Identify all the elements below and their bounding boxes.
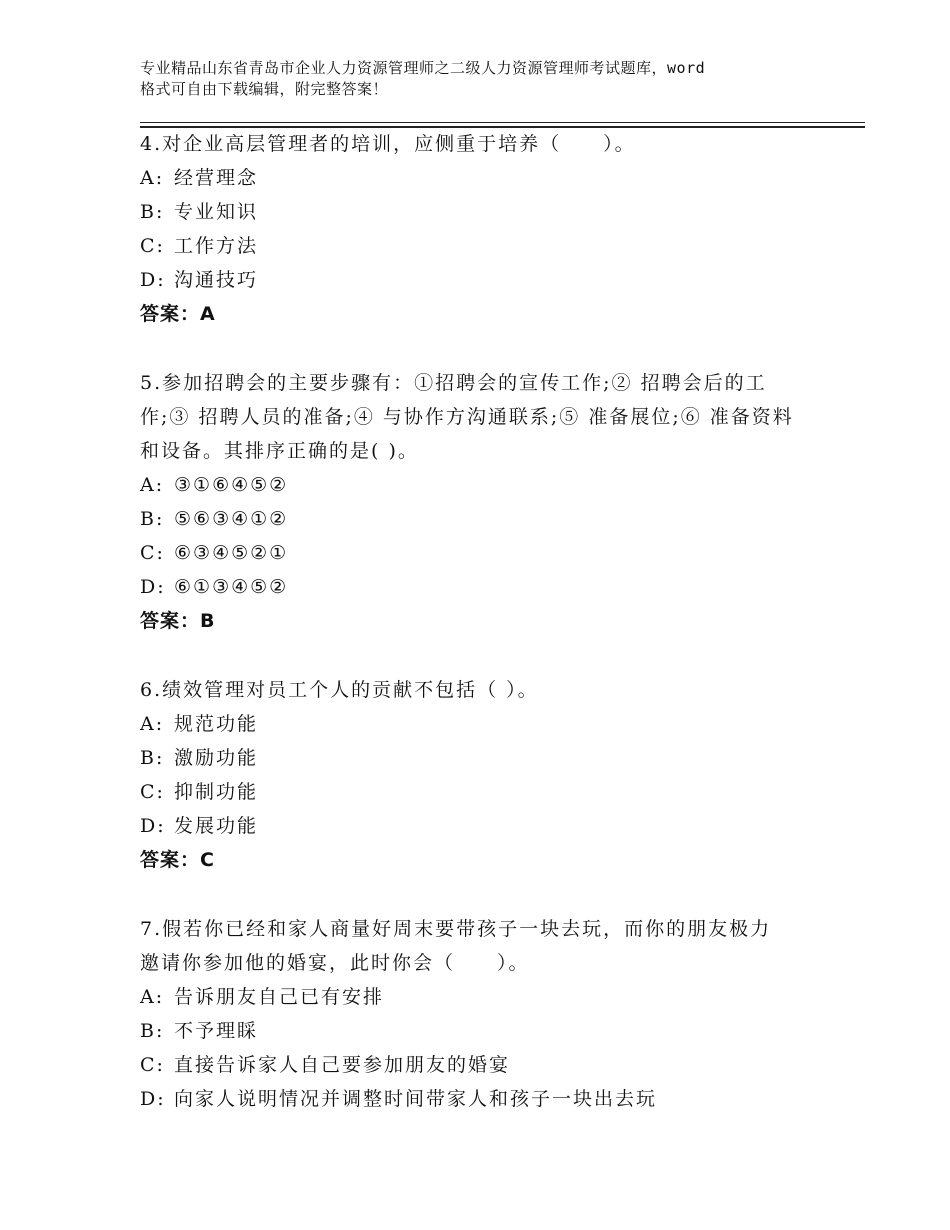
option-d: D: 向家人说明情况并调整时间带家人和孩子一块出去玩	[140, 1088, 658, 1110]
option-c: C: 抑制功能	[140, 781, 259, 803]
question-stem: 4.对企业高层管理者的培训，应侧重于培养（ ）。	[140, 133, 636, 155]
question-7	[140, 912, 830, 1116]
answer-label: 答案：B	[140, 610, 216, 632]
question-6	[140, 673, 830, 877]
option-c: C: 直接告诉家人自己要参加朋友的婚宴	[140, 1054, 511, 1076]
option-b: B: 专业知识	[140, 201, 259, 223]
question-4	[140, 127, 830, 331]
question-stem-line-2: 邀请你参加他的婚宴，此时你会（ ）。	[140, 952, 530, 974]
option-c: C: ⑥③④⑤②①	[140, 542, 289, 564]
option-d: D: 发展功能	[140, 815, 259, 837]
question-stem-line-1: 5.参加招聘会的主要步骤有：①招聘会的宣传工作;② 招聘会后的工	[140, 372, 767, 394]
option-b: B: 不予理睬	[140, 1020, 259, 1042]
option-a: A: 规范功能	[140, 713, 259, 735]
question-stem-line-3: 和设备。其排序正确的是( )。	[140, 440, 419, 462]
option-a: A: 经营理念	[140, 167, 259, 189]
question-5	[140, 366, 830, 638]
option-a: A: ③①⑥④⑤②	[140, 474, 289, 496]
question-stem-line-2: 作;③ 招聘人员的准备;④ 与协作方沟通联系;⑤ 准备展位;⑥ 准备资料	[140, 406, 794, 428]
document-header	[140, 58, 830, 100]
answer-label: 答案：A	[140, 303, 216, 325]
option-c: C: 工作方法	[140, 235, 259, 257]
question-stem-line-1: 7.假若你已经和家人商量好周末要带孩子一块去玩，而你的朋友极力	[140, 918, 772, 940]
option-b: B: 激励功能	[140, 747, 259, 769]
option-b: B: ⑤⑥③④①②	[140, 508, 289, 530]
option-d: D: 沟通技巧	[140, 269, 259, 291]
option-d: D: ⑥①③④⑤②	[140, 576, 289, 598]
question-stem: 6.绩效管理对员工个人的贡献不包括（ ）。	[140, 679, 539, 701]
header-rule-thin	[140, 122, 865, 123]
header-line-2: 格式可自由下载编辑，附完整答案！	[140, 80, 389, 98]
header-line-1: 专业精品山东省青岛市企业人力资源管理师之二级人力资源管理师考试题库，word	[140, 59, 706, 77]
option-a: A: 告诉朋友自己已有安排	[140, 986, 385, 1008]
answer-label: 答案：C	[140, 849, 215, 871]
